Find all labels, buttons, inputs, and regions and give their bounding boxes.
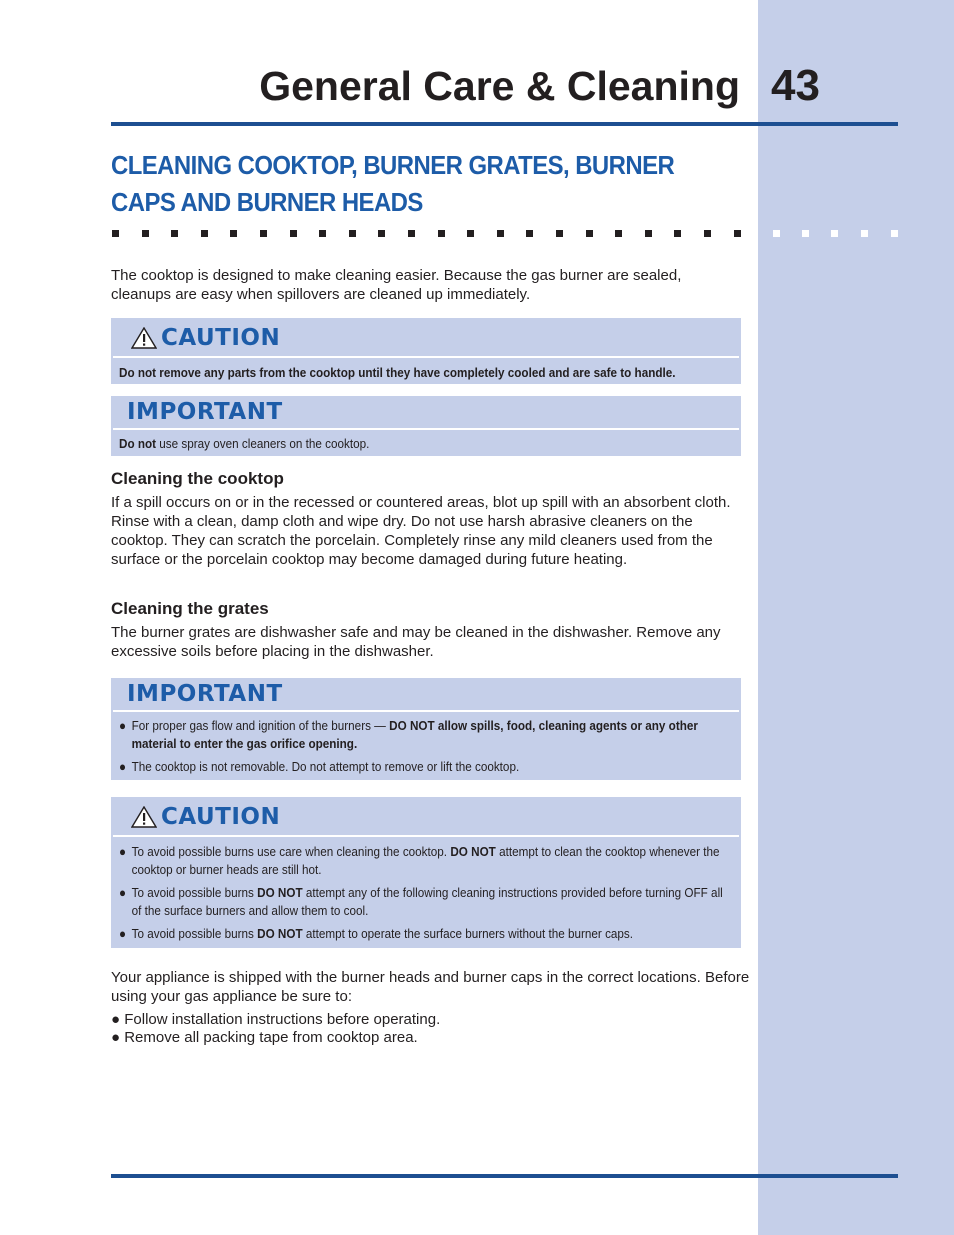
- decorative-dot: [467, 230, 474, 237]
- list-item-text: attempt any of the following cleaning instructions provided before turning OFF all of the surface burners and allow them to cool.: [131, 885, 723, 918]
- list-item-bold: DO NOT: [257, 885, 303, 900]
- important-box-2: [111, 678, 741, 780]
- list-item: [119, 717, 731, 753]
- decorative-dot: [891, 230, 898, 237]
- list-item-text: For proper gas flow and ignition of the burners —: [131, 718, 390, 733]
- bullet: ●: [119, 885, 127, 900]
- decorative-dot: [112, 230, 119, 237]
- decorative-dot: [260, 230, 267, 237]
- caution-1-text: Do not remove any parts from the cooktop until they have completely cooled and are safe to handle.: [119, 365, 676, 380]
- intro-paragraph: The cooktop is designed to make cleaning easier. Because the gas burner are sealed, cleanups are easy when spillovers are cleaned up immediately.: [111, 267, 682, 303]
- decorative-dot: [201, 230, 208, 237]
- warning-triangle-icon: [131, 806, 157, 828]
- closing-bullet-1: ● Follow installation instructions before operating.: [111, 1011, 441, 1028]
- grates-paragraph: The burner grates are dishwasher safe and may be cleaned in the dishwasher. Remove any excessive soils before placing in the dishwasher.: [111, 624, 721, 660]
- closing-bullet-2: ● Remove all packing tape from cooktop area.: [111, 1029, 418, 1046]
- bottom-rule: [111, 1174, 898, 1178]
- section-heading-line1: CLEANING COOKTOP, BURNER GRATES, BURNER: [111, 150, 675, 180]
- bullet: ●: [119, 759, 127, 774]
- important-box-1-body: [111, 430, 741, 459]
- important-box-2-body: [111, 712, 741, 782]
- decorative-dot: [615, 230, 622, 237]
- page-title: General Care & Cleaning: [259, 63, 740, 109]
- caution-box-1-body: [111, 358, 741, 388]
- list-item: [119, 843, 731, 879]
- list-item-bold: DO NOT: [450, 844, 496, 859]
- warning-triangle-icon: [131, 327, 157, 349]
- decorative-dot: [526, 230, 533, 237]
- important-box-1-header: [113, 396, 739, 430]
- important-label: IMPORTANT: [127, 681, 283, 707]
- caution-box-2: [111, 797, 741, 948]
- decorative-dot: [438, 230, 445, 237]
- grates-heading: Cleaning the grates: [111, 599, 269, 618]
- list-item-text: To avoid possible burns: [131, 926, 258, 941]
- caution-box-2-body: [111, 837, 741, 949]
- decorative-dot: [378, 230, 385, 237]
- important-1-text: [119, 435, 672, 453]
- list-item: [119, 925, 731, 943]
- decorative-dot: [408, 230, 415, 237]
- decorative-dot: [319, 230, 326, 237]
- decorative-dot: [142, 230, 149, 237]
- decorative-dot: [497, 230, 504, 237]
- list-item-text: To avoid possible burns: [131, 885, 258, 900]
- caution-label: CAUTION: [161, 325, 281, 351]
- important-label: IMPORTANT: [127, 399, 283, 425]
- decorative-dot: [861, 230, 868, 237]
- important-1-bold: Do not: [119, 436, 157, 451]
- decorative-dot: [290, 230, 297, 237]
- page-number: 43: [771, 61, 820, 110]
- top-rule: [111, 122, 898, 126]
- cooktop-paragraph: If a spill occurs on or in the recessed or countered areas, blot up spill with an absorbent cloth. Rinse with a clean, damp cloth and wipe dry. Do not use harsh abrasive cleaners on the cooktop. They can scratch the porcelain. Completely rinse any mild cleaners used from the surface or the porcelain cooktop may become damaged during future heating.: [111, 494, 731, 568]
- list-item: [119, 884, 731, 920]
- decorative-dot: [645, 230, 652, 237]
- side-panel: [758, 0, 954, 1235]
- caution-box-1: [111, 318, 741, 384]
- bullet: ●: [119, 844, 127, 859]
- closing-paragraph: Your appliance is shipped with the burner heads and burner caps in the correct locations. Before using your gas appliance be sure to:: [111, 969, 750, 1005]
- decorative-dot: [773, 230, 780, 237]
- caution-box-1-header: [113, 318, 739, 358]
- decorative-dot: [704, 230, 711, 237]
- decorative-dot: [586, 230, 593, 237]
- list-item-text: attempt to clean the cooktop whenever the cooktop or burner heads are still hot.: [131, 844, 720, 877]
- decorative-dot: [556, 230, 563, 237]
- decorative-dot: [171, 230, 178, 237]
- list-item: [119, 758, 731, 776]
- decorative-dot: [349, 230, 356, 237]
- bullet: ●: [119, 718, 127, 733]
- list-item-bold: DO NOT allow spills, food, cleaning agents or any other material to enter the gas orifice opening.: [131, 718, 698, 751]
- bullet: ●: [119, 926, 127, 941]
- section-heading: [111, 147, 755, 221]
- decorative-dot: [734, 230, 741, 237]
- list-item-text: To avoid possible burns use care when cleaning the cooktop.: [131, 844, 451, 859]
- decorative-dot: [831, 230, 838, 237]
- caution-box-2-header: [113, 797, 739, 837]
- decorative-dot: [230, 230, 237, 237]
- important-box-1: [111, 396, 741, 456]
- cooktop-heading: Cleaning the cooktop: [111, 469, 284, 488]
- list-item-bold: DO NOT: [257, 926, 303, 941]
- decorative-dot: [674, 230, 681, 237]
- section-heading-line2: CAPS AND BURNER HEADS: [111, 187, 423, 217]
- decorative-dot: [802, 230, 809, 237]
- important-1-rest: use spray oven cleaners on the cooktop.: [156, 436, 370, 451]
- list-item-text: The cooktop is not removable. Do not attempt to remove or lift the cooktop.: [131, 759, 520, 774]
- important-box-2-header: [113, 678, 739, 712]
- list-item-text: attempt to operate the surface burners without the burner caps.: [302, 926, 634, 941]
- caution-label: CAUTION: [161, 804, 281, 830]
